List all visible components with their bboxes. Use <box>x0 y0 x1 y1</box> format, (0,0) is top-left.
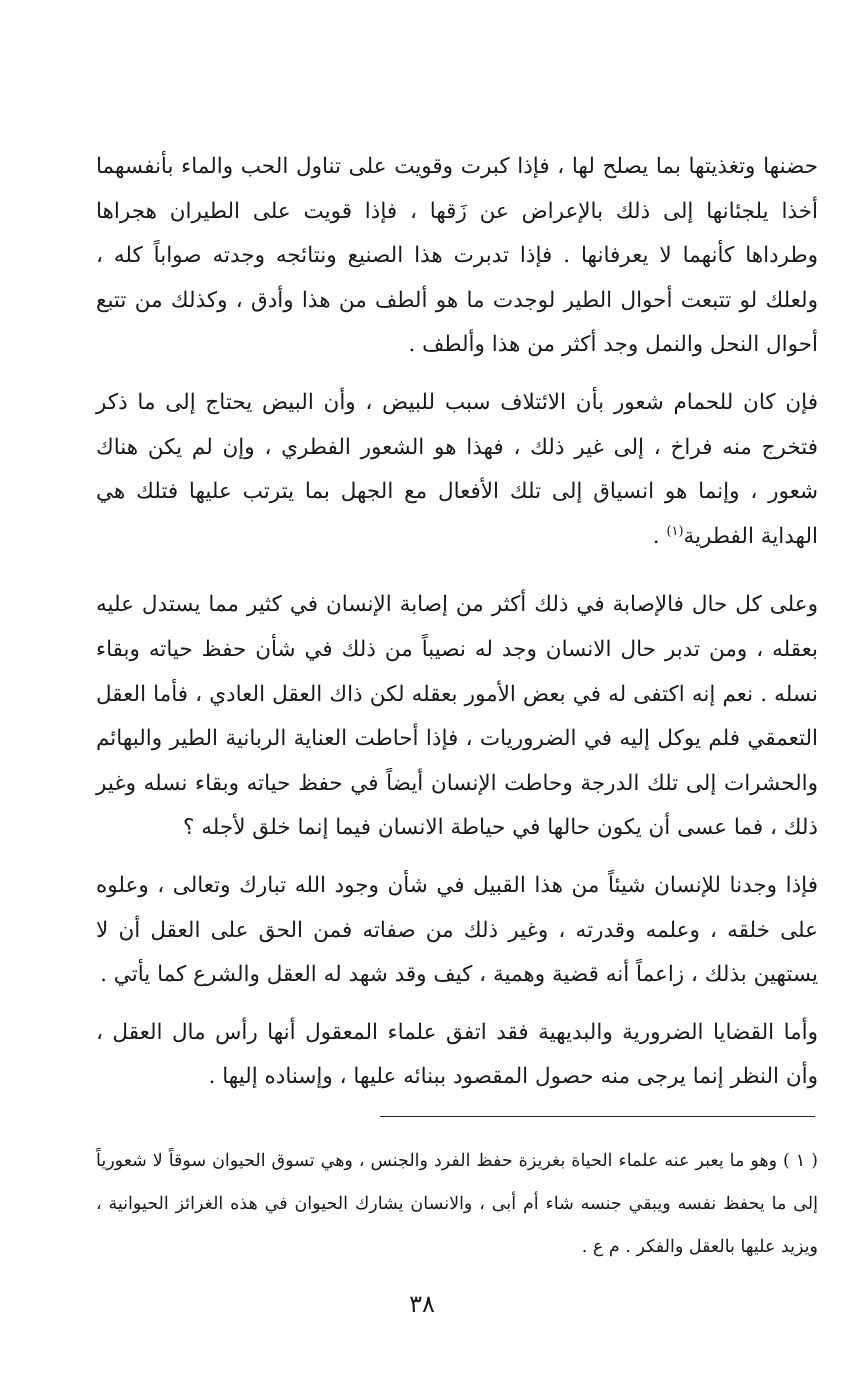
paragraph-1: حضنها وتغذيتها بما يصلح لها ، فإذا كبرت وقويت على تناول الحب والماء بأنفسهما أخذا يلجئانها إلى ذلك بالإعراض عن زَقها ، فإذا قويت على الطيران هجراها وطرداها كأنهما لا يعرفانها . فإذا تدبرت هذا الصنيع ونتائجه وجدته صواباً كله ، ولعلك لو تتبعت أحوال الطير لوجدت ما هو ألطف من هذا وأدق ، وكذلك من تتبع أحوال النحل والنمل وجد أكثر من هذا وألطف . <box>96 154 818 358</box>
main-text-body <box>96 145 818 1100</box>
paragraph-2 <box>96 381 818 559</box>
page-number: ٣٨ <box>409 1290 435 1318</box>
footnotes-section <box>96 1140 818 1269</box>
paragraph-2-text: فإن كان للحمام شعور بأن الائتلاف سبب للبيض ، وأن البيض يحتاج إلى ما ذكر فتخرج منه فراخ ، إلى غير ذلك ، فهذا هو الشعور الفطري ، وإن لم يكن هناك شعور ، وإنما هو انسياق إلى تلك الأفعال مع الجهل بما يترتب عليها فتلك هي الهداية الفطرية <box>96 389 818 549</box>
paragraph-4: فإذا وجدنا للإنسان شيئاً من هذا القبيل في شأن وجود الله تبارك وتعالى ، وعلوه على خلقه ، وعلمه وقدرته ، وغير ذلك من صفاته فمن الحق على العقل أن لا يستهين بذلك ، زاعماً أنه قضية وهمية ، كيف وقد شهد له العقل والشرع كما يأتي . <box>96 872 818 988</box>
footnote-reference: (١) <box>666 523 684 539</box>
footnote-divider <box>380 1116 815 1117</box>
paragraph-5: وأما القضايا الضرورية والبديهية فقد اتفق علماء المعقول أنها رأس مال العقل ، وأن النظر إنما يرجى منه حصول المقصود ببنائه عليها ، وإسناده إليها . <box>96 1019 818 1090</box>
paragraph-3: وعلى كل حال فالإصابة في ذلك أكثر من إصابة الإنسان في كثير مما يستدل عليه بعقله ، ومن تدبر حال الانسان وجد له نصيباً من ذلك في شأن حفظ حياته وبقاء نسله . نعم إنه اكتفى له في بعض الأمور بعقله لكن ذاك العقل العادي ، فأما العقل التعمقي فلم يوكل إليه في الضروريات ، فإذا أحاطت العناية الربانية الطير والبهائم والحشرات إلى تلك الدرجة وحاطت الإنسان أيضاً في حفظ حياته وبقاء نسله وغير ذلك ، فما عسى أن يكون حالها في حياطة الانسان فيما إنما خلق لأجله ؟ <box>96 592 818 841</box>
footnote-1: ( ١ ) وهو ما يعبر عنه علماء الحياة بغريزة حفظ الفرد والجنس ، وهي تسوق الحيوان سوقاً لا شعورياً إلى ما يحفظ نفسه ويبقي جنسه شاء أم أبى ، والانسان يشارك الحيوان في هذه الغرائز الحيوانية ، ويزيد عليها بالعقل والفكر . م ع . <box>96 1151 818 1257</box>
paragraph-2-end: . <box>652 523 667 549</box>
